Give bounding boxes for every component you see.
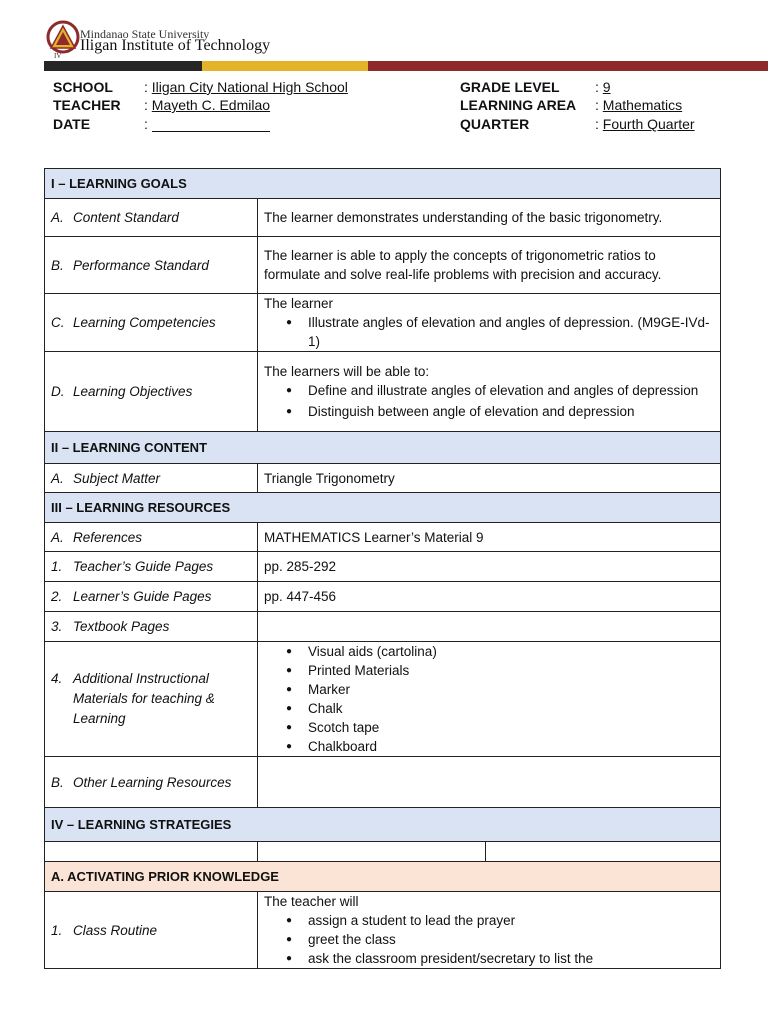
references-value: MATHEMATICS Learner’s Material 9 [258,523,721,552]
teacher-label: TEACHER [53,97,121,113]
blank-cell [258,842,486,862]
quarter-label: QUARTER [460,116,530,132]
material-item: ● Chalkboard [308,737,714,756]
header-bar-maroon [368,61,768,71]
routine-item: ● ask the classroom president/secretary to list the [308,949,714,968]
blank-cell [486,842,721,862]
quarter-colon: : [595,116,599,132]
objective-item: ● Distinguish between angle of elevation and depression [308,402,714,421]
header-bar-gold [202,61,368,71]
material-item: ● Chalk [308,699,714,718]
svg-text:IV: IV [54,52,62,60]
learning-competencies-value: The learner ● Illustrate angles of elevation and angles of depression. (M9GE-IVd-1) [258,294,721,352]
quarter-value: Fourth Quarter [602,116,695,132]
routine-item: ● greet the class [308,930,714,949]
learning-competencies-label: C. Learning Competencies [45,294,258,352]
date-label: DATE [53,116,91,132]
section-learning-goals: I – LEARNING GOALS [45,169,721,199]
content-standard-value: The learner demonstrates understanding of the basic trigonometry. [258,199,721,237]
university-name: Mindanao State University [80,27,210,41]
school-label: SCHOOL [53,79,113,95]
learners-guide-label: 2. Learner’s Guide Pages [45,582,258,612]
learning-area-label: LEARNING AREA [460,97,577,113]
area-colon: : [595,97,599,113]
grade-colon: : [595,79,599,95]
msu-iit-logo [46,20,80,60]
teacher-colon: : [144,97,148,113]
lesson-plan-table [44,168,721,969]
teachers-guide-label: 1. Teacher’s Guide Pages [45,552,258,582]
class-routine-value: The teacher will ● assign a student to lead the prayer ● greet the class ● ask the classroom president/secretary to list the [258,892,721,969]
performance-standard-value: The learner is able to apply the concepts of trigonometric ratios to formulate and solve real-life problems with precision and accuracy. [258,237,721,294]
section-learning-content: II – LEARNING CONTENT [45,432,721,464]
learners-guide-value: pp. 447-456 [258,582,721,612]
other-resources-label: B. Other Learning Resources [45,757,258,808]
additional-materials-label: 4. Additional Instructional Materials for teaching & Learning [45,642,258,757]
grade-level-value: 9 [602,79,611,95]
teachers-guide-value: pp. 285-292 [258,552,721,582]
competency-item: ● Illustrate angles of elevation and angles of depression. (M9GE-IVd-1) [308,313,714,351]
textbook-pages-value [258,612,721,642]
teacher-value: Mayeth C. Edmilao [151,97,271,113]
subject-matter-value: Triangle Trigonometry [258,464,721,493]
routine-item: ● assign a student to lead the prayer [308,911,714,930]
learning-objectives-label: D. Learning Objectives [45,352,258,432]
section-learning-resources: III – LEARNING RESOURCES [45,493,721,523]
learning-objectives-value: The learners will be able to: ● Define and illustrate angles of elevation and angles of depression ● Distinguish between angle of elevation and depression [258,352,721,432]
section-activating-prior-knowledge: A. ACTIVATING PRIOR KNOWLEDGE [45,862,721,892]
class-routine-label: 1. Class Routine [45,892,258,969]
school-colon: : [144,79,148,95]
grade-level-label: GRADE LEVEL [460,79,560,95]
date-colon: : [144,116,148,132]
material-item: ● Printed Materials [308,661,714,680]
date-value [152,116,270,132]
performance-standard-label: B. Performance Standard [45,237,258,294]
learning-area-value: Mathematics [602,97,683,113]
section-learning-strategies: IV – LEARNING STRATEGIES [45,808,721,842]
school-value: Iligan City National High School [151,79,348,95]
references-label: A. References [45,523,258,552]
header-bar-dark [44,61,202,71]
subject-matter-label: A. Subject Matter [45,464,258,493]
additional-materials-value [258,642,721,757]
content-standard-label: A. Content Standard [45,199,258,237]
institute-name: Iligan Institute of Technology [80,37,271,54]
objective-item: ● Define and illustrate angles of elevation and angles of depression [308,381,714,400]
textbook-pages-label: 3. Textbook Pages [45,612,258,642]
material-item: ● Scotch tape [308,718,714,737]
material-item: ● Marker [308,680,714,699]
material-item: ● Visual aids (cartolina) [308,642,714,661]
blank-cell [45,842,258,862]
other-resources-value [258,757,721,808]
